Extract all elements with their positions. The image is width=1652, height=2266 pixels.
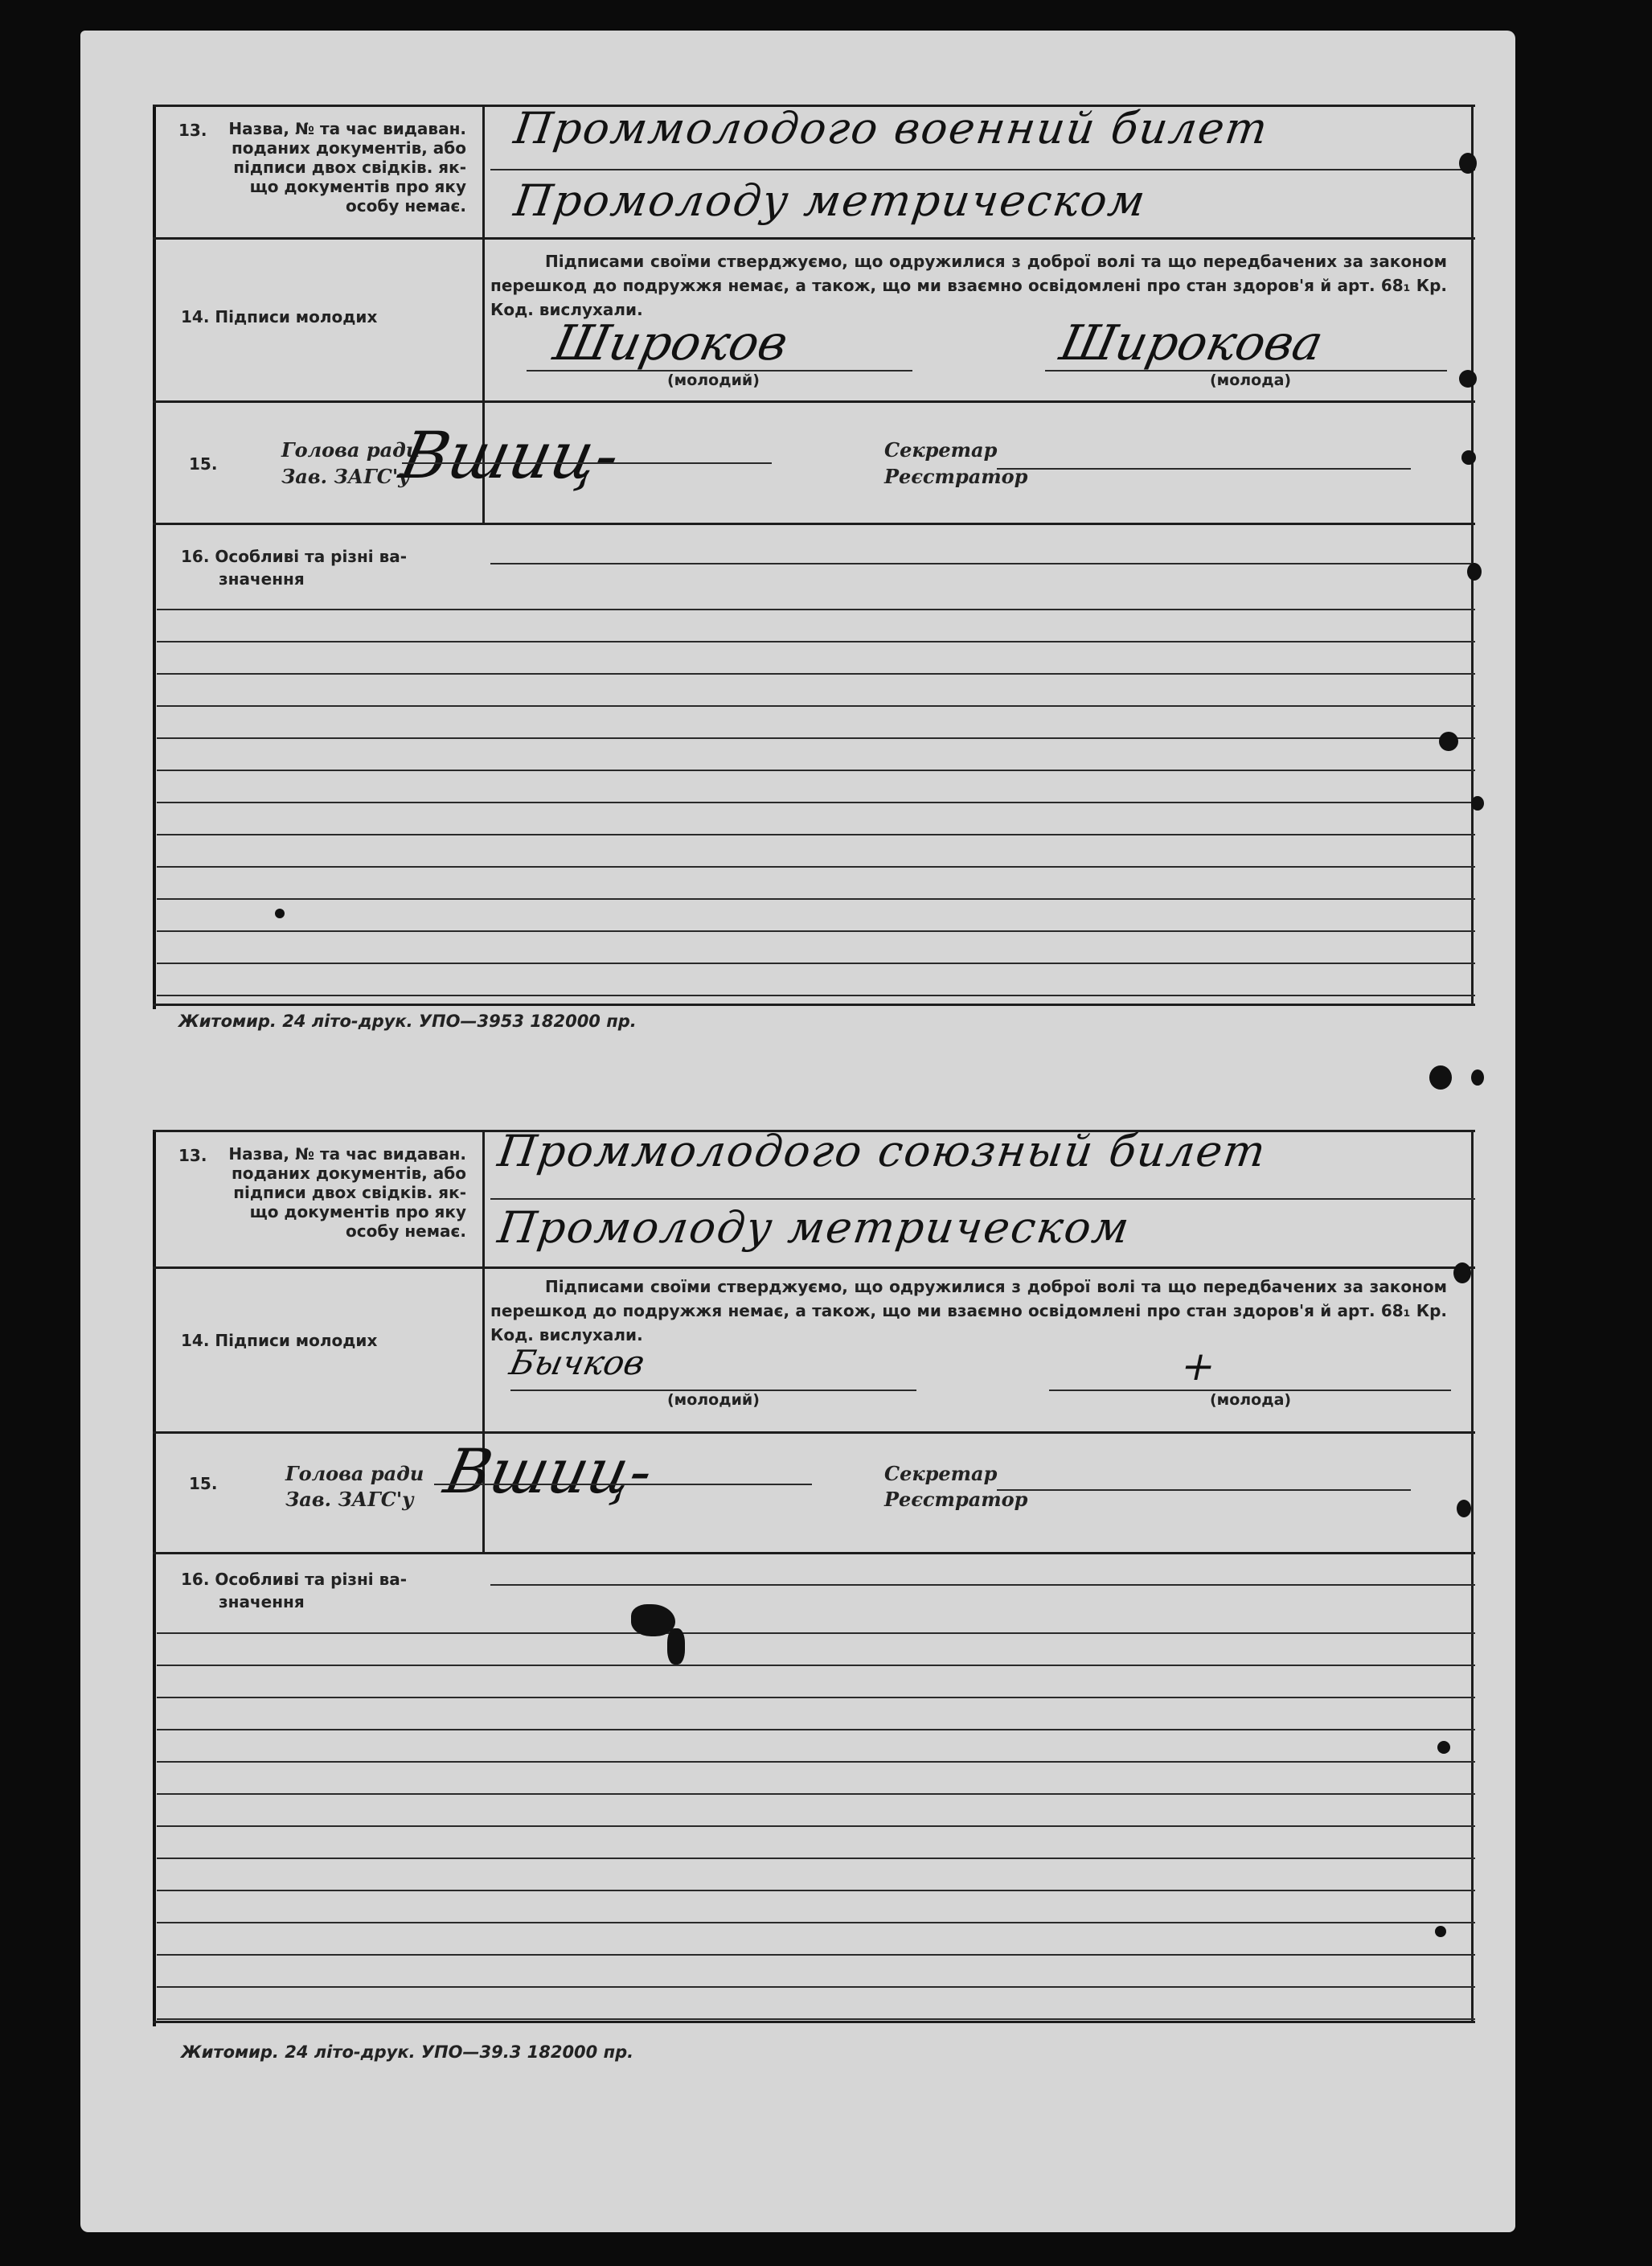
row13-number: 13.: [178, 121, 207, 140]
head-signature-b: Вшиц-: [438, 1435, 659, 1507]
row13-handwritten-line2-b: Промолоду метрическом: [494, 1202, 1134, 1253]
row16-label-line1-b: 16. Особливі та різні ва-: [181, 1570, 408, 1589]
bride-signature: Широкова: [1055, 315, 1328, 372]
binding-hole: [1459, 153, 1477, 174]
row13-handwritten-line2: Промолоду метрическом: [510, 175, 1150, 226]
reestrator-label-b: Реєстратор: [884, 1488, 1028, 1511]
binding-hole: [1435, 1926, 1446, 1937]
binding-hole: [1437, 1741, 1450, 1754]
binding-hole: [1459, 370, 1477, 388]
binding-hole: [1429, 1065, 1452, 1090]
binding-hole: [1439, 732, 1458, 751]
row13-number-b: 13.: [178, 1146, 207, 1165]
binding-hole: [1471, 1069, 1484, 1086]
zags-head-label: Зав. ЗАГС'у: [281, 465, 410, 488]
head-signature: Вшиц-: [394, 418, 626, 493]
row13-label-b: Назва, № та час видаван. поданих документів, або підписи двох свідків. як- що документів про яку особу немає.: [228, 1144, 466, 1241]
groom-signature-b: Бычков: [506, 1343, 649, 1382]
binding-hole: [1457, 1500, 1471, 1517]
bride-caption-b: (молода): [1210, 1391, 1292, 1409]
row16-label-line2: значення: [219, 569, 305, 589]
row16-label-line2-b: значення: [219, 1592, 305, 1611]
head-of-council-label: Голова ради: [281, 438, 420, 462]
groom-caption: (молодий): [667, 372, 760, 389]
print-footer-bottom: Житомир. 24 літо-друк. УПО—39.3 182000 пр.: [181, 2042, 634, 2062]
binding-hole: [1467, 563, 1482, 581]
groom-signature: Широков: [548, 315, 793, 372]
ink-blot: [667, 1628, 685, 1665]
row13-label: Назва, № та час видаван. поданих документів, або підписи двох свідків. як- що документів про яку особу немає.: [228, 119, 466, 216]
secretary-label: Секретар: [884, 438, 998, 462]
reestrator-label: Реєстратор: [884, 465, 1028, 488]
bride-caption: (молода): [1210, 372, 1292, 389]
row16-label-line1: 16. Особливі та різні ва-: [181, 547, 408, 566]
head-of-council-label-b: Голова ради: [285, 1462, 424, 1485]
row15-number: 15.: [189, 454, 218, 474]
dot: [275, 909, 285, 918]
print-footer-top: Житомир. 24 літо-друк. УПО—3953 182000 пр.: [178, 1012, 637, 1031]
row15-number-b: 15.: [189, 1474, 218, 1493]
binding-hole: [1461, 450, 1476, 465]
binding-hole: [1471, 796, 1484, 811]
zags-head-label-b: Зав. ЗАГС'у: [285, 1488, 414, 1511]
row13-handwritten-line1-b: Проммолодого союзный билет: [494, 1126, 1270, 1176]
binding-hole: [1453, 1262, 1471, 1283]
bride-signature-b: +: [1176, 1343, 1221, 1390]
row14-declaration-text: Підписами своїми стверджуємо, що одружилися з доброї волі та що передбачених за законом перешкод до подружжя немає, а також, що ми взаємно освідомлені про стан здоров'я й арт. 68₁ Кр. Код. вислухали.: [490, 252, 1447, 319]
secretary-label-b: Секретар: [884, 1462, 998, 1485]
row14-declaration-text-b: Підписами своїми стверджуємо, що одружилися з доброї волі та що передбачених за законом перешкод до подружжя немає, а також, що ми взаємно освідомлені про стан здоров'я й арт. 68₁ Кр. Код. вислухали.: [490, 1277, 1447, 1344]
row14-label: 14. Підписи молодих: [181, 307, 378, 326]
row14-label-b: 14. Підписи молодих: [181, 1331, 378, 1350]
row13-handwritten-line1: Проммолодого военний билет: [510, 103, 1273, 154]
groom-caption-b: (молодий): [667, 1391, 760, 1409]
